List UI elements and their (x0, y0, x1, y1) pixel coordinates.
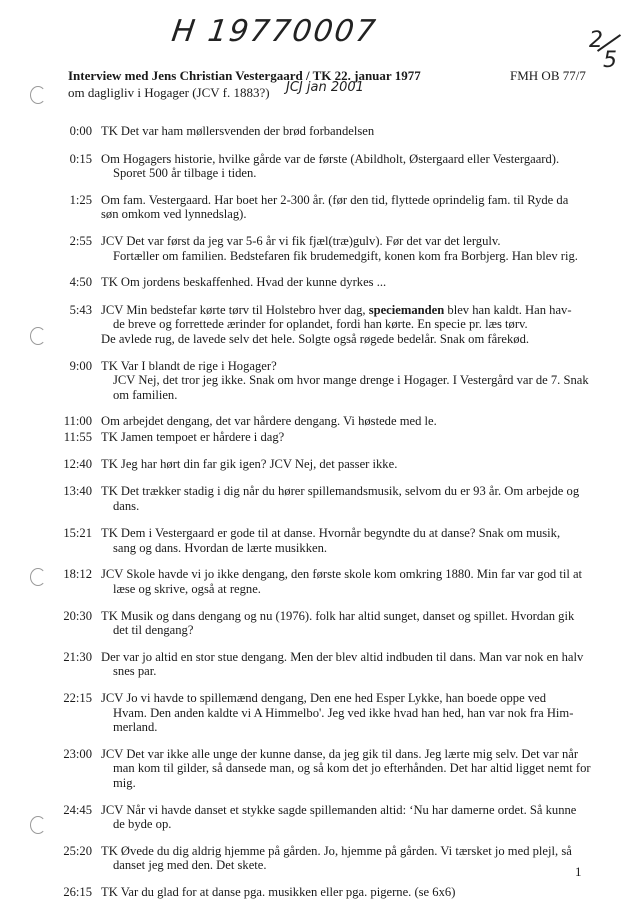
entry-text: det til dengang? (113, 623, 194, 638)
entry-text: De avlede rug, de lavede selv det hele. Solgte også røgede bedelår. Snak om fårekød. (101, 331, 530, 346)
page-fraction-denominator: 5 (603, 48, 617, 73)
entry-timestamp: 23:00 (63, 746, 92, 761)
entry-text: TK Musik og dans dengang og nu (1976). folk har altid sunget, danset og spillet. Hvordan gik (101, 608, 575, 623)
transcript-entry (54, 414, 594, 429)
entry-timestamp: 1:25 (69, 192, 92, 207)
entry-timestamp: 20:30 (63, 608, 92, 623)
entry-text: dans. (113, 498, 140, 513)
entry-text: JCV Skole havde vi jo ikke dengang, den første skole kom omkring 1880. Min far var god til at (101, 567, 583, 582)
entry-timestamp: 4:50 (69, 275, 92, 290)
entry-text: snes par. (113, 664, 157, 679)
punch-hole-mark (30, 816, 46, 834)
entry-text: Om Hogagers historie, hvilke gårde var de første (Abildholt, Østergaard eller Vestergaard). (101, 151, 560, 166)
transcript-entry (54, 275, 594, 290)
document-title: Interview med Jens Christian Vestergaard / TK 22. januar 1977 (68, 68, 421, 83)
entry-timestamp: 22:15 (63, 691, 92, 706)
entry-text: man kom til gilder, så dansede man, og så kom det jo efterhånden. Det har altid ligget nemt for (113, 761, 591, 776)
entry-text: JCV Jo vi havde to spillemænd dengang, Den ene hed Esper Lykke, han boede oppe ved (101, 691, 546, 706)
transcript-entry (54, 457, 594, 472)
entry-text: Fortæller om familien. Bedstefaren fik brudemedgift, konen kom fra Borbjerg. Han blev rig. (113, 248, 578, 263)
transcript-entry (54, 650, 594, 679)
entry-text: de breve og forrettede ærinder for oplandet, fordi han kørte. En specie pr. læs tørv. (113, 317, 528, 332)
transcript-entry (54, 691, 594, 735)
entry-text: Sporet 500 år tilbage i tiden. (113, 166, 257, 181)
entry-timestamp: 25:20 (63, 843, 92, 858)
entry-text: TK Det trækker stadig i dig når du hører spillemandsmusik, selvom du er 93 år. Om arbejde og (101, 484, 580, 499)
entry-text: Om arbejdet dengang, det var hårdere dengang. Vi høstede med le. (101, 414, 437, 429)
entry-text: JCV Det var ikke alle unge der kunne danse, da jeg gik til dans. Jeg lærte mig selv. Det var når (101, 746, 579, 761)
entry-timestamp: 13:40 (63, 484, 92, 499)
transcript-entries (54, 124, 594, 900)
entry-timestamp: 0:00 (69, 124, 92, 138)
entry-text: Om fam. Vestergaard. Har boet her 2-300 år. (før den tid, flyttede oprindelig fam. til Ryde da (101, 192, 569, 207)
transcript-entry (54, 193, 594, 222)
entry-timestamp: 11:55 (63, 429, 92, 444)
entry-text: danset jeg med den. Det skete. (113, 858, 267, 873)
transcript-entry (54, 747, 594, 791)
entry-text: om familien. (113, 387, 178, 402)
document-header (68, 68, 588, 101)
entry-text: JCV Det var først da jeg var 5-6 år vi fik fjæl(træ)gulv). Før det var det lergulv. (101, 233, 501, 248)
entry-text: mig. (113, 776, 136, 790)
entry-text: TK Var du glad for at danse pga. musikken eller pga. pigerne. (se 6x6) (101, 884, 456, 899)
transcript-entry (54, 234, 594, 263)
page-fraction-numerator: 2 (589, 28, 603, 53)
entry-timestamp: 12:40 (63, 456, 92, 471)
emphasized-term: speciemanden (368, 302, 445, 317)
entry-text: JCV Når vi havde danset et stykke sagde spillemanden altid: ‘Nu har damerne ordet. Så kunne (101, 802, 577, 817)
punch-hole-mark (30, 327, 46, 345)
transcript-entry (54, 124, 594, 139)
transcript-entry (54, 609, 594, 638)
document-subtitle: om dagligliv i Hogager (JCV f. 1883?) (68, 85, 270, 100)
entry-timestamp: 15:21 (63, 526, 92, 541)
entry-timestamp: 18:12 (63, 567, 92, 582)
transcript-entry (54, 303, 594, 347)
transcript-entry (54, 484, 594, 513)
entry-text: søn omkom ved lynnedslag). (101, 207, 247, 222)
handwritten-archive-id: H 19770007 (169, 14, 380, 49)
entry-timestamp: 0:15 (69, 151, 92, 166)
entry-text: JCV Nej, det tror jeg ikke. Snak om hvor mange drenge i Hogager. I Vestergård var de 7. Snak (113, 373, 589, 388)
entry-timestamp: 11:00 (63, 414, 92, 429)
entry-timestamp: 9:00 (69, 358, 92, 373)
page-number: 1 (575, 864, 582, 879)
entry-timestamp: 21:30 (63, 649, 92, 664)
entry-text: læse og skrive, også at regne. (113, 582, 261, 597)
entry-text: TK Var I blandt de rige i Hogager? (101, 358, 277, 373)
transcript-entry (54, 526, 594, 555)
transcript-entry (54, 803, 594, 832)
transcript-entry (54, 152, 594, 181)
transcript-entry (54, 844, 594, 873)
transcript-entry (54, 567, 594, 596)
entry-text: de byde op. (113, 817, 172, 832)
entry-text: sang og dans. Hvordan de lærte musikken. (113, 540, 328, 555)
entry-text: TK Om jordens beskaffenhed. Hvad der kunne dyrkes ... (101, 275, 387, 290)
entry-timestamp: 26:15 (63, 884, 92, 899)
entry-text: TK Det var ham møllersvenden der brød forbandelsen (101, 124, 375, 138)
entry-timestamp: 2:55 (69, 233, 92, 248)
transcript-entry (54, 430, 594, 445)
entry-text: JCV Min bedstefar kørte tørv til Holstebro hver dag, speciemanden blev han kaldt. Han hav- (101, 302, 572, 317)
entry-text: Der var jo altid en stor stue dengang. Men der blev altid indbuden til dans. Man var nok en halv (101, 649, 584, 664)
transcript-entry (54, 885, 594, 900)
entry-timestamp: 24:45 (63, 802, 92, 817)
entry-text: merland. (113, 720, 158, 735)
entry-text: TK Jeg har hørt din far gik igen? JCV Nej, det passer ikke. (101, 456, 398, 471)
punch-hole-mark (30, 86, 46, 104)
entry-text: TK Jamen tempoet er hårdere i dag? (101, 429, 285, 444)
entry-text: TK Øvede du dig aldrig hjemme på gården. Jo, hjemme på gården. Vi tærsket jo med plejl, så (101, 843, 572, 858)
entry-text: TK Dem i Vestergaard er gode til at danse. Hvornår begyndte du at danse? Snak om musik, (101, 526, 561, 541)
transcript-entry (54, 359, 594, 403)
archive-code: FMH OB 77/7 (510, 68, 586, 83)
entry-timestamp: 5:43 (69, 302, 92, 317)
entry-text: Hvam. Den anden kaldte vi A Himmelbo'. Jeg ved ikke hvad han hed, han var nok fra Him- (113, 705, 574, 720)
handwritten-date-note: JCJ jan 2001 (286, 80, 364, 95)
punch-hole-mark (30, 568, 46, 586)
